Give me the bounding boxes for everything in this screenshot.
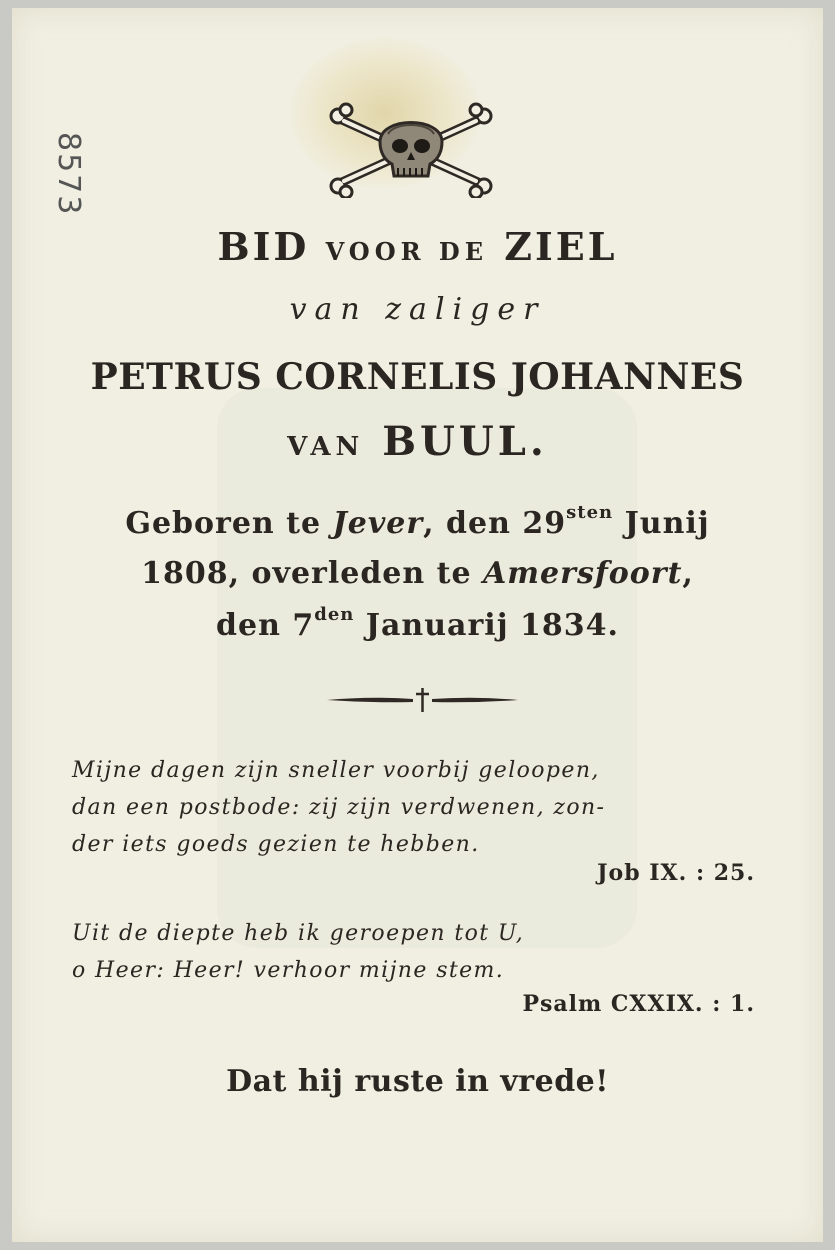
quote-reference-job: Job IX. : 25. — [597, 860, 755, 886]
birth-line — [0, 502, 835, 541]
surname-prefix: VAN — [287, 432, 365, 462]
heading-bid-voor-de-ziel — [0, 224, 835, 269]
death-date-line — [0, 604, 835, 643]
died-month-year: Januarij 1834. — [354, 608, 619, 643]
quote-line: dan een postbode: zij zijn verdwenen, zon- — [72, 795, 606, 820]
closing-line: Dat hij ruste in vrede! — [226, 1064, 609, 1099]
born-prefix: Geboren te — [125, 506, 333, 541]
died-day-suffix: den — [314, 604, 355, 625]
inventory-number — [38, 70, 86, 217]
scripture-quote-job — [72, 752, 772, 863]
quote-reference-psalm: Psalm CXXIX. : 1. — [522, 991, 755, 1017]
surname: BUUL. — [382, 418, 548, 465]
heading-ziel: ZIEL — [504, 224, 618, 269]
born-month: Junij — [613, 506, 710, 541]
died-day: den 7 — [216, 608, 315, 643]
heading-bid: BID — [217, 224, 310, 269]
birth-place: Jever — [332, 506, 424, 541]
quote-line: Mijne dagen zijn sneller voorbij geloopen, — [72, 758, 600, 783]
birth-year: 1808 — [141, 556, 229, 591]
scripture-quote-psalm — [72, 915, 772, 989]
skull-and-crossbones-icon — [328, 102, 494, 198]
quote-line: Uit de diepte heb ik geroepen tot U, — [72, 921, 525, 946]
died-suffix: , — [682, 556, 694, 591]
show-through-shadow — [217, 388, 637, 948]
quote-line: der iets goeds gezien te hebben. — [72, 832, 480, 857]
death-place-line — [0, 556, 835, 591]
inventory-number-text: 8573 — [51, 132, 86, 217]
heading-van-zaliger: van zaliger — [289, 292, 546, 327]
cross-divider-ornament — [325, 684, 520, 714]
quote-line: o Heer: Heer! verhoor mijne stem. — [72, 958, 505, 983]
born-day-suffix: sten — [566, 502, 614, 523]
deceased-surname — [0, 418, 835, 465]
death-place: Amersfoort — [483, 556, 683, 591]
heading-voor-de: VOOR DE — [325, 237, 489, 266]
born-day: , den 29 — [423, 506, 567, 541]
died-prefix: , overleden te — [228, 556, 484, 591]
deceased-given-names: PETRUS CORNELIS JOHANNES — [90, 356, 745, 398]
